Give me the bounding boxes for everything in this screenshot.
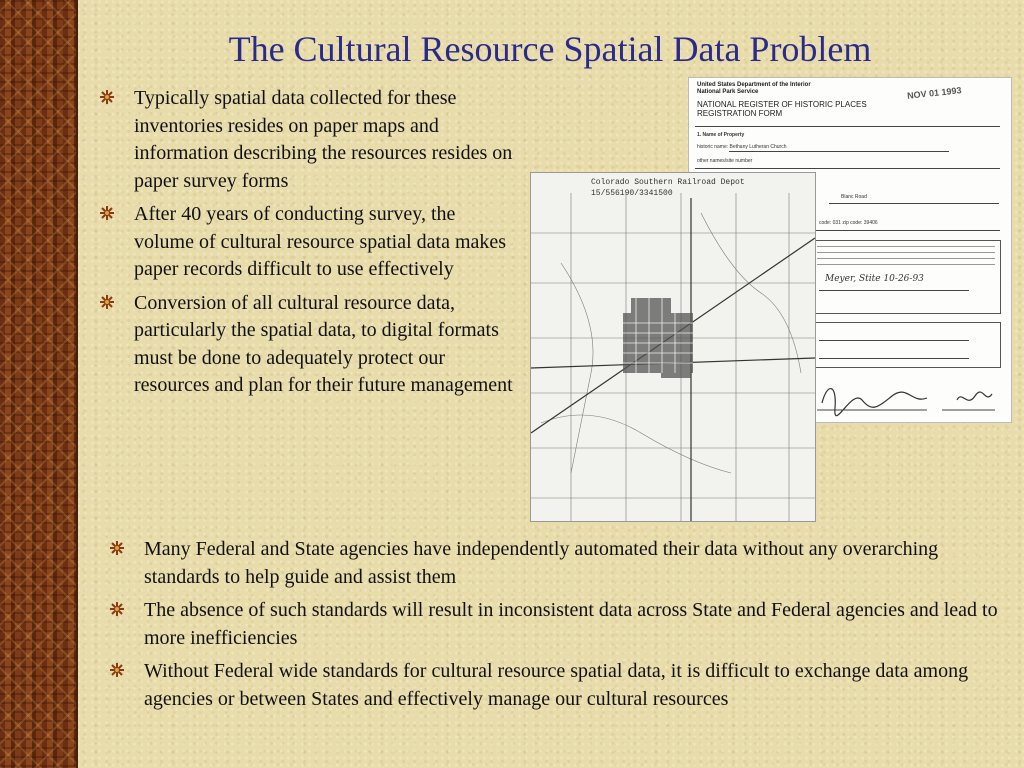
asterisk-star-icon: [110, 602, 124, 616]
bullet-item: [110, 536, 1000, 591]
top-bullet-list: [100, 85, 520, 406]
bullet-item: [110, 658, 1000, 713]
form-road: Blanc Road: [841, 194, 867, 200]
bullet-text: After 40 years of conducting survey, the volume of cultural resource spatial data makes paper records difficult to use effectively: [134, 203, 507, 280]
bullet-text: Typically spatial data collected for these inventories resides on paper maps and information describing the resources resides on paper survey forms: [134, 87, 513, 192]
asterisk-star-icon: [110, 541, 124, 555]
signature-scribble: [817, 378, 997, 418]
bottom-bullet-list: [110, 536, 1000, 719]
bullet-text: Conversion of all cultural resource data, particularly the spatial data, to digital formats must be done to adequately protect our resources and plan for their future management: [134, 291, 513, 396]
map-label: Colorado Southern Railroad Depot 15/556190/3341500: [591, 178, 745, 198]
bullet-text: The absence of such standards will result in inconsistent data across State and Federal agencies and lead to more inefficiencies: [144, 599, 998, 649]
form-handwritten-entry: Meyer, Stite 10-26-93: [825, 274, 924, 284]
slide-title: The Cultural Resource Spatial Data Problem: [228, 29, 872, 69]
form-historic-name: historic name: Bethany Lutheran Church: [697, 144, 787, 150]
asterisk-star-icon: [100, 90, 114, 104]
bullet-item: [100, 85, 520, 195]
form-codes: code: 031 zip code: 39406: [819, 220, 878, 226]
form-title: NATIONAL REGISTER OF HISTORIC PLACES REGISTRATION FORM: [697, 100, 867, 118]
bullet-text: Many Federal and State agencies have independently automated their data without any overarching standards to help guide and assist them: [144, 538, 939, 588]
decorative-left-border: [0, 0, 78, 768]
bullet-item: [100, 290, 520, 400]
received-stamp: NOV 01 1993: [906, 85, 962, 101]
bullet-text: Without Federal wide standards for cultural resource spatial data, it is difficult to exchange data among agencies or between States and effectively manage our cultural resources: [144, 660, 969, 710]
map-drawing: [531, 173, 815, 521]
form-other-names: other names/site number: [697, 158, 753, 164]
asterisk-star-icon: [100, 295, 114, 309]
bullet-item: [100, 201, 520, 284]
form-agency-header: United States Department of the Interior National Park Service: [697, 82, 811, 95]
historic-map-image: [530, 172, 816, 522]
bullet-item: [110, 597, 1000, 652]
form-section-label: 1. Name of Property: [697, 132, 745, 138]
asterisk-star-icon: [110, 663, 124, 677]
asterisk-star-icon: [100, 206, 114, 220]
